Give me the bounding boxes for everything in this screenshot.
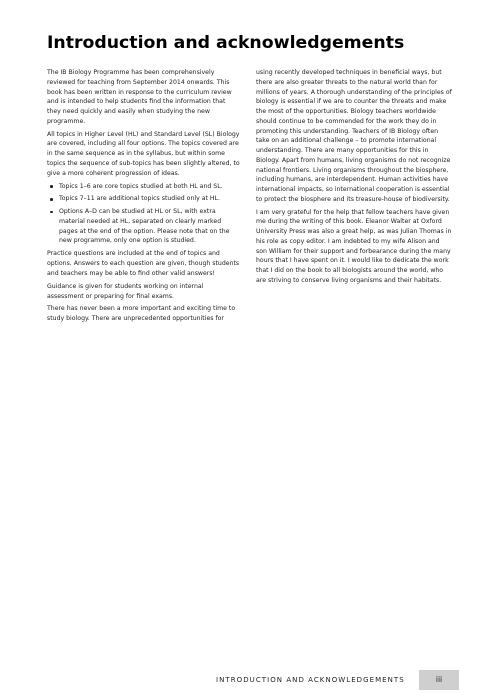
- list-item: [47, 194, 241, 204]
- list-item: [47, 182, 241, 192]
- bullet-icon: [50, 198, 53, 201]
- running-footer-title: INTRODUCTION AND ACKNOWLEDGEMENTS: [216, 676, 405, 684]
- paragraph-exciting-time: There has never been a more important and exciting time to study biology. There are unprecedented opportunities for: [47, 305, 236, 323]
- list-item-text: Topics 1–6 are core topics studied at both HL and SL.: [59, 182, 223, 190]
- list-item-text: Topics 7–11 are additional topics studied only at HL.: [59, 195, 220, 203]
- bullet-icon: [50, 185, 53, 188]
- page-title: Introduction and acknowledgements: [47, 33, 405, 53]
- page-number: iii: [435, 675, 443, 684]
- bullet-icon: [50, 211, 53, 214]
- paragraph-practice-questions: Practice questions are included at the end of topics and options. Answers to each question are given, though students and teachers may be able to find other valid answers!: [47, 250, 240, 277]
- right-column: [256, 68, 452, 289]
- left-column: [47, 68, 241, 327]
- paragraph-guidance: Guidance is given for students working on internal assessment or preparing for final exams.: [47, 282, 204, 300]
- paragraph-topics-covered: All topics in Higher Level (HL) and Standard Level (SL) Biology are covered, including all four options. The topics covered are in the same sequence as in the syllabus, but within some topics the sequence of sub-topics has been slightly altered, to give a more coherent progression of ideas.: [47, 130, 240, 177]
- paragraph-acknowledgements: I am very grateful for the help that fellow teachers have given me during the writing of this book. Eleanor Walter at Oxford University Press was also a great help, as was Julian Thomas in his role as copy editor. I am indebted to my wife Alison and son William for their support and forbearance during the many hours that I have spent on it. I would like to dedicate the work that I did on the book to all biologists around the world, who are striving to conserve living organisms and their habitats.: [256, 208, 452, 284]
- paragraph-international-understanding: using recently developed techniques in beneficial ways, but there are also greater threats to the natural world than for millions of years. A thorough understanding of the principles of biology is essential if we are to counter the threats and make the most of the opportunities. Biology teachers worldwide should continue to be commended for the work they do in promoting this understanding. Teachers of IB Biology often take on an additional challenge – to promote international understanding. There are many opportunities for this in Biology. Apart from humans, living organisms do not recognize national frontiers. Living organisms throughout the biosphere, including humans, are interdependent. Human activities have international impacts, so international cooperation is essential to protect the biosphere and its treasure-house of biodiversity.: [256, 69, 452, 203]
- topics-bullet-list: [47, 182, 241, 247]
- list-item-text: Options A–D can be studied at HL or SL, with extra material needed at HL, separated on clearly marked pages at the end of the option. Please note that on the new programme, only one option is studied.: [59, 208, 230, 245]
- paragraph-programme-review: The IB Biology Programme has been comprehensively reviewed for teaching from September 2014 onwards. This book has been written in response to the curriculum review and is intended to help students find the information that they need quickly and easily when studying the new programme.: [47, 69, 232, 125]
- page-number-box: [419, 670, 459, 690]
- list-item: [47, 207, 241, 246]
